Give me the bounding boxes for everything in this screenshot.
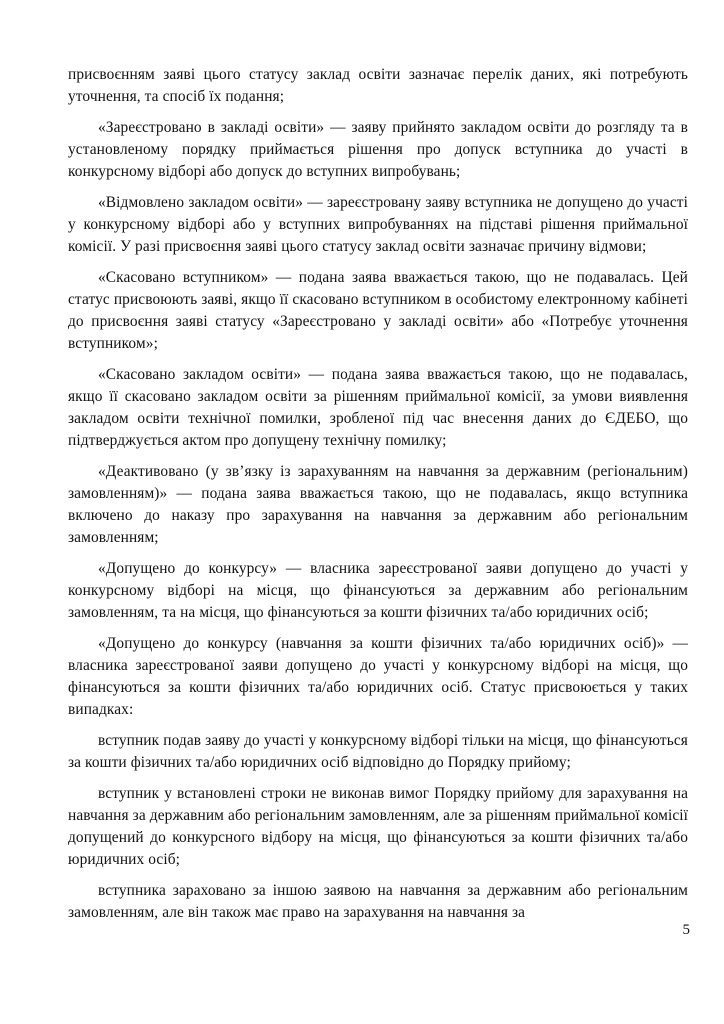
paragraph: «Деактивовано (у зв’язку із зарахуванням на навчання за державним (регіональним) замовленням)» — подана заява вважається такою, що не подавалась, якщо вступника включено до наказу про зарахування на навчання за державним або регіональним замовленням; (68, 463, 688, 546)
paragraph: вступника зараховано за іншою заявою на навчання за державним або регіональним замовленням, але він також має право на зарахування на навчання за (68, 882, 688, 921)
paragraph: «Відмовлено закладом освіти» — зареєстровану заяву вступника не допущено до участі у конкурсному відборі або у вступних випробуваннях на підставі рішення приймальної комісії. У разі присвоєння заяві цього статусу заклад освіти зазначає причину відмови; (68, 194, 688, 255)
paragraph: вступник у встановлені строки не виконав вимог Порядку прийому для зарахування на навчання за державним або регіональним замовленням, але за рішенням приймальної комісії допущений до конкурсного відбору на місця, що фінансуються за кошти фізичних та/або юридичних осіб; (68, 785, 688, 868)
paragraph: «Допущено до конкурсу» — власника зареєстрованої заяви допущено до участі у конкурсному відборі на місця, що фінансуються за державним або регіональним замовленням, та на місця, що фінансуються за кошти фізичних та/або юридичних осіб; (68, 560, 688, 621)
document-body (68, 64, 688, 933)
paragraph: вступник подав заяву до участі у конкурсному відборі тільки на місця, що фінансуються за кошти фізичних та/або юридичних осіб відповідно до Порядку прийому; (68, 732, 688, 771)
paragraph: «Скасовано вступником» — подана заява вважається такою, що не подавалась. Цей статус присвоюють заяві, якщо її скасовано вступником в особистому електронному кабінеті до присвоєння заяві статусу «Зареєстровано у закладі освіти» або «Потребує уточнення вступником»; (68, 269, 688, 352)
paragraph: «Скасовано закладом освіти» — подана заява вважається такою, що не подавалась, якщо її скасовано закладом освіти за рішенням приймальної комісії, за умови виявлення закладом освіти технічної помилки, зробленої під час внесення даних до ЄДЕБО, що підтверджується актом про допущену технічну помилку; (68, 366, 688, 449)
paragraph: присвоєнням заяві цього статусу заклад освіти зазначає перелік даних, які потребують уточнення, та спосіб їх подання; (68, 66, 688, 105)
paragraph: «Зареєстровано в закладі освіти» — заяву прийнято закладом освіти до розгляду та в установленому порядку приймається рішення про допуск вступника до участі в конкурсному відборі або допуск до вступних випробувань; (68, 119, 688, 180)
paragraph: «Допущено до конкурсу (навчання за кошти фізичних та/або юридичних осіб)» — власника зареєстрованої заяви допущено до участі у конкурсному відборі на місця, що фінансуються за кошти фізичних та/або юридичних осіб. Статус присвоюється у таких випадках: (68, 635, 688, 718)
page-number: 5 (682, 922, 690, 938)
